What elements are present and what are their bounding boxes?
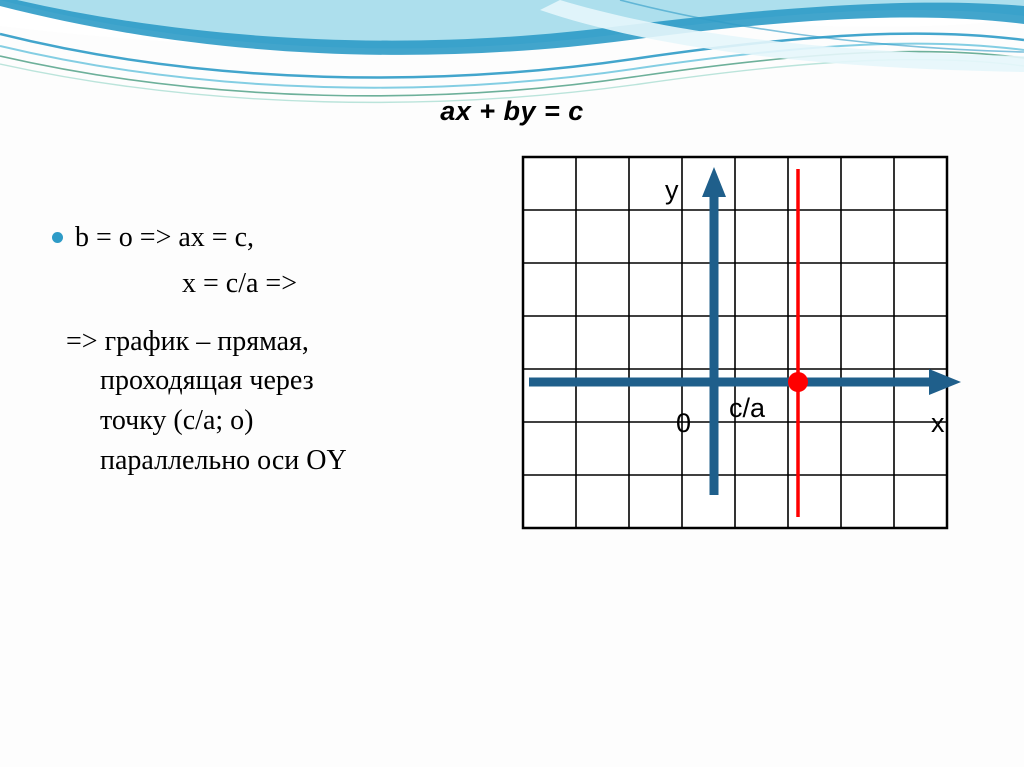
coordinate-grid-diagram <box>521 155 969 545</box>
bullet-dot-icon <box>52 232 63 243</box>
paragraph-line-3: точку (с/а; о) <box>100 405 254 436</box>
bullet-text: b = o => ax = c, <box>75 222 255 253</box>
x-axis-label: x <box>931 408 945 438</box>
bullet-list <box>52 218 482 481</box>
page-title: ax + by = c <box>440 96 584 126</box>
point-marker <box>788 372 808 392</box>
point-label: с/а <box>729 393 766 423</box>
y-axis-label: y <box>665 175 679 205</box>
paragraph-line-4: параллельно оси ОY <box>100 444 347 476</box>
paragraph-block <box>66 322 482 481</box>
bullet-subline: x = c/a => <box>182 267 298 299</box>
decorative-header-wave <box>0 0 1024 110</box>
origin-label: 0 <box>676 408 692 438</box>
list-item <box>52 218 482 258</box>
paragraph-line-1: => график – прямая, <box>66 325 309 357</box>
paragraph-line-2: проходящая через <box>100 365 314 397</box>
